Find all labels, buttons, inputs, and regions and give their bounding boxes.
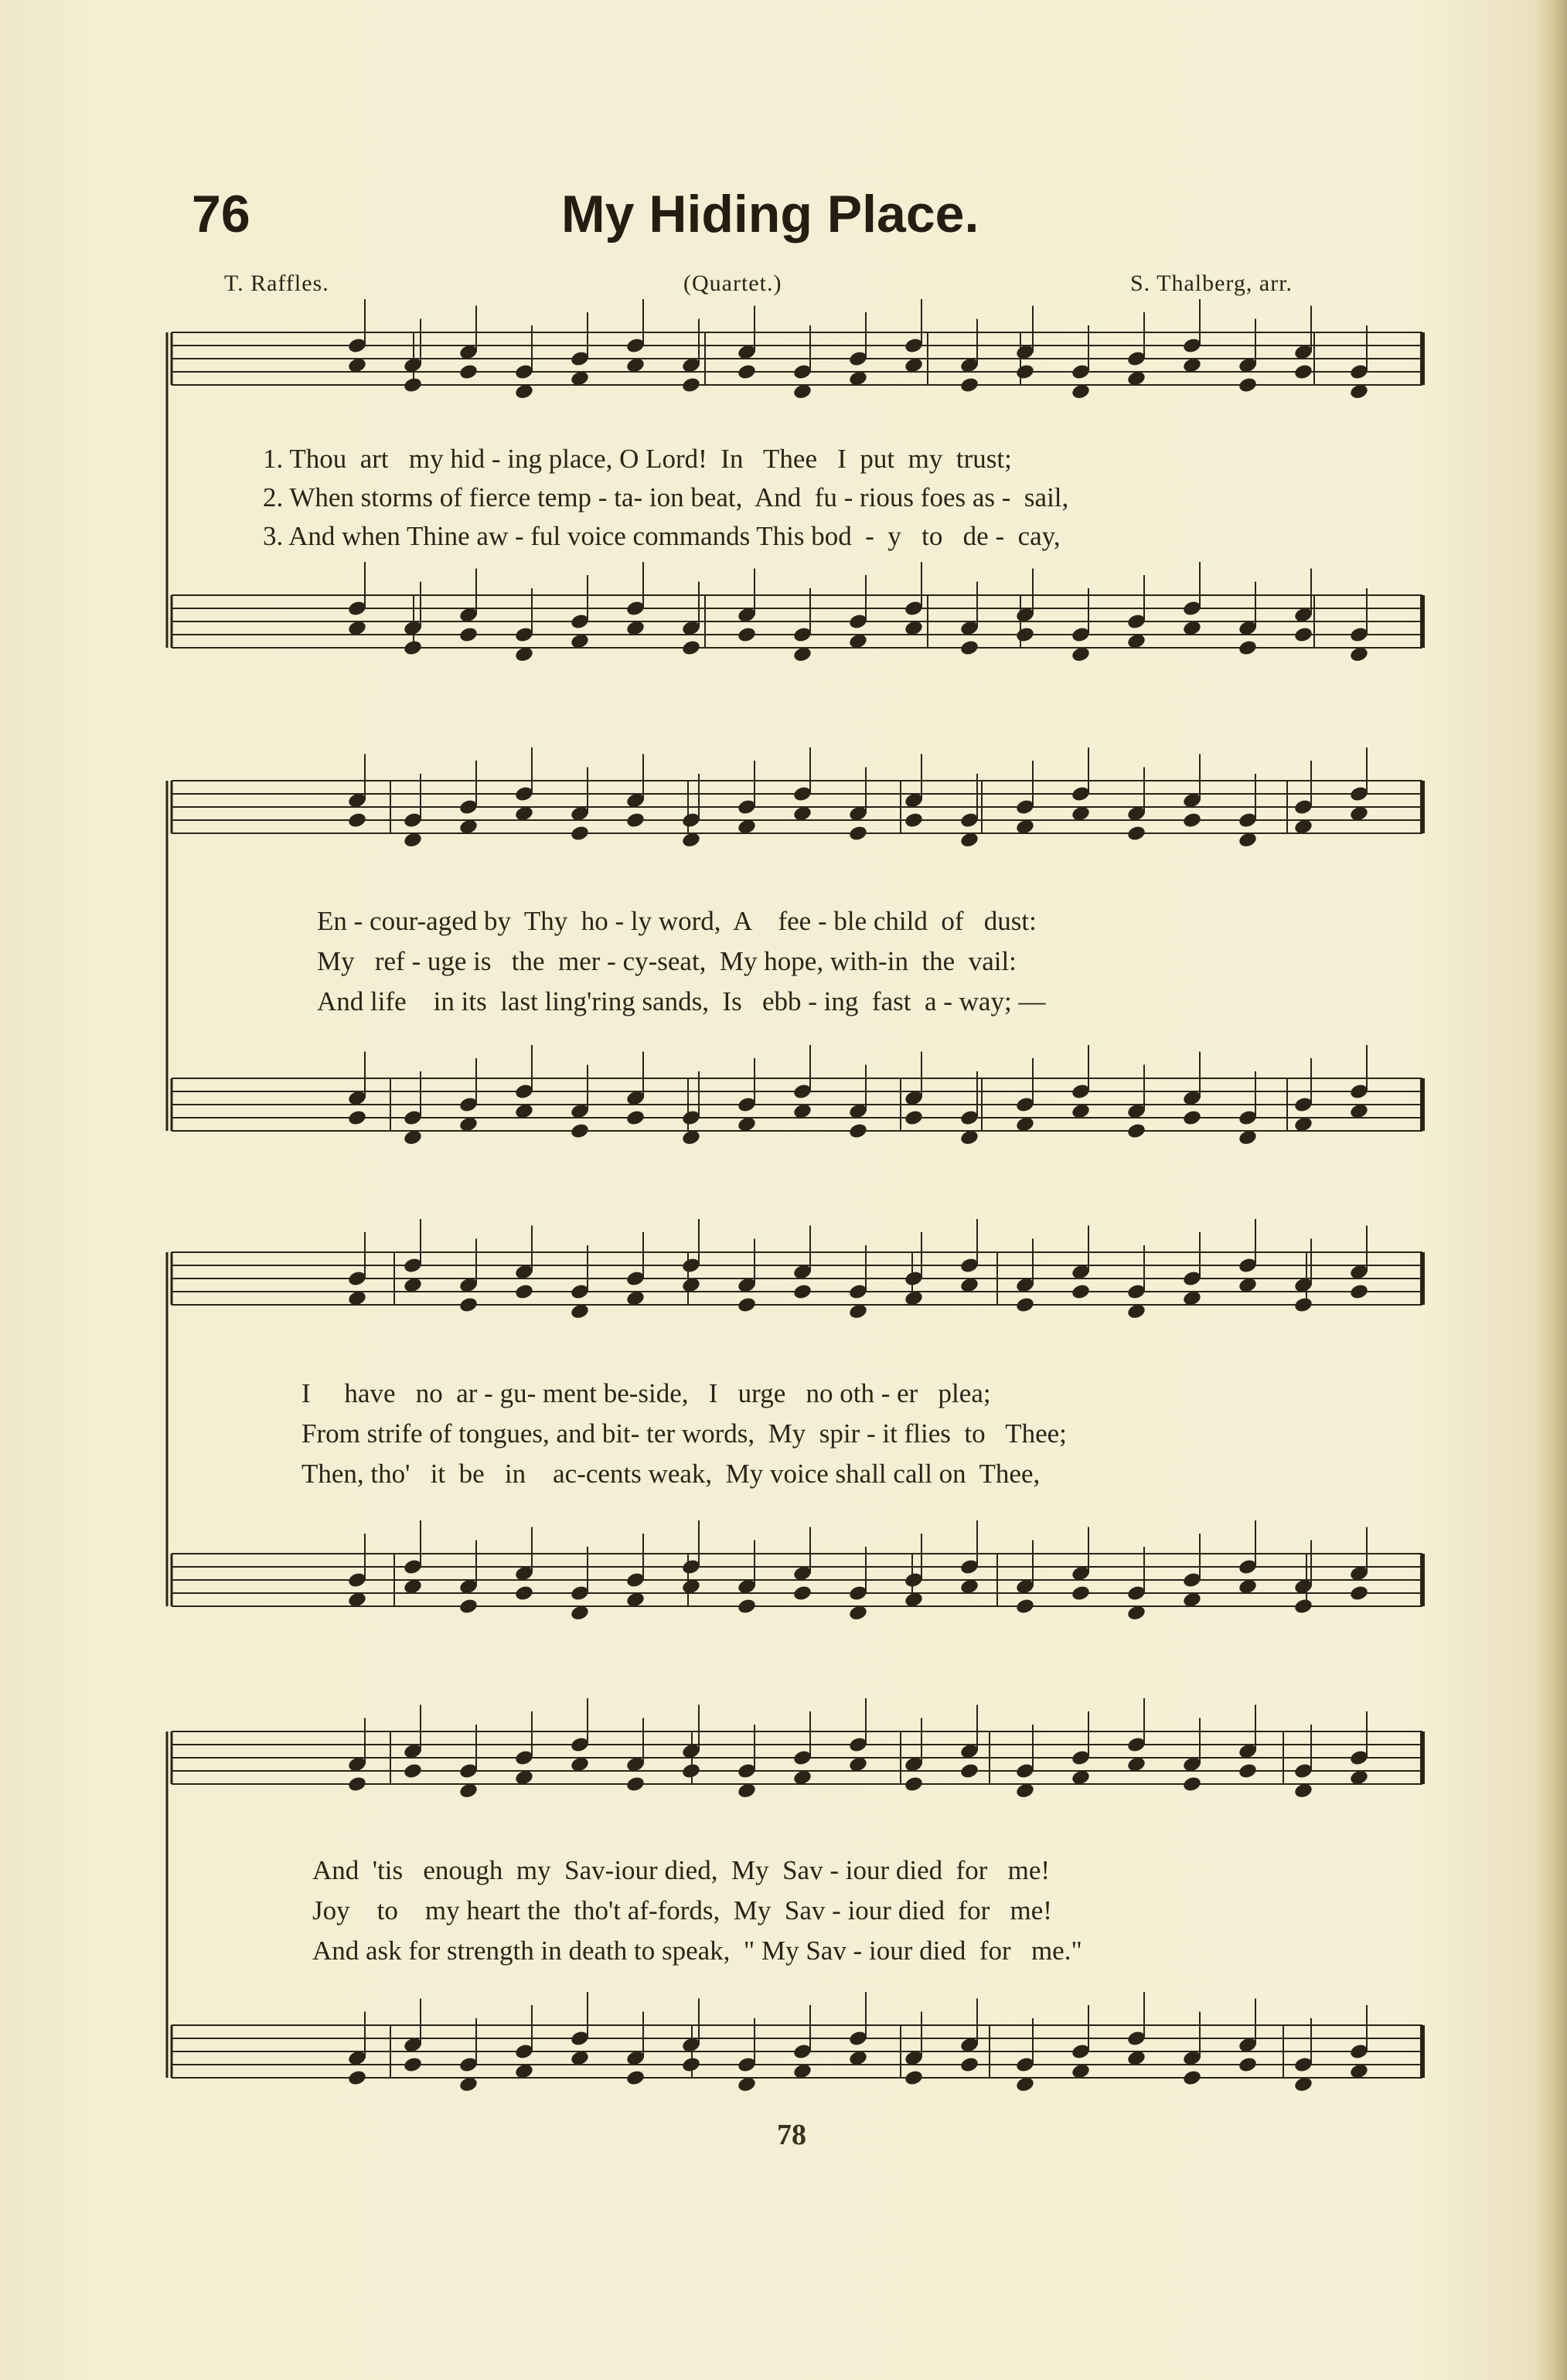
note-head — [1126, 1122, 1146, 1140]
note-head — [625, 1776, 646, 1793]
note-head — [1238, 376, 1258, 394]
note-head — [403, 376, 423, 394]
note-head — [1293, 1598, 1313, 1616]
note-head — [625, 1109, 646, 1127]
hymn-number: 76 — [192, 185, 250, 243]
note-head — [347, 1776, 367, 1793]
note-head — [458, 626, 479, 644]
lyric-verse-2-system-1: 2. When storms of fierce temp - ta- ion beat, And fu - rious foes as - sail, — [263, 482, 1069, 512]
staff-systems — [167, 299, 1422, 2078]
note-head — [959, 2056, 979, 2074]
note-head — [1293, 363, 1313, 381]
note-head — [625, 812, 646, 829]
voicing-label: (Quartet.) — [683, 271, 782, 296]
note-head — [959, 1762, 979, 1780]
note-heads — [347, 337, 1369, 2093]
note-head — [458, 1296, 479, 1314]
note-head — [403, 1762, 423, 1780]
note-head — [904, 1109, 924, 1127]
note-head — [792, 1283, 812, 1301]
note-head — [959, 376, 979, 394]
note-head — [848, 825, 868, 843]
note-head — [904, 2069, 924, 2087]
note-head — [904, 1776, 924, 1793]
note-head — [959, 639, 979, 657]
note-head — [514, 1585, 534, 1602]
note-head — [458, 1598, 479, 1616]
note-head — [848, 1122, 868, 1140]
note-head — [458, 363, 479, 381]
lyric-verse-2-system-2: My ref - uge is the mer - cy-seat, My hope, with-in the vail: — [317, 946, 1017, 976]
note-head — [403, 2056, 423, 2074]
lyric-verse-1-system-1: 1. Thou art my hid - ing place, O Lord! In Thee I put my trust; — [263, 444, 1012, 474]
note-head — [1238, 2056, 1258, 2074]
note-head — [1071, 1585, 1091, 1602]
note-head — [1015, 363, 1035, 381]
note-head — [1238, 1762, 1258, 1780]
note-head — [1182, 2069, 1202, 2087]
arranger-credit: S. Thalberg, arr. — [1130, 271, 1293, 296]
note-head — [681, 1762, 701, 1780]
note-head — [1349, 1585, 1369, 1602]
note-head — [681, 639, 701, 657]
lyric-verse-3-system-1: 3. And when Thine aw - ful voice commands This bod - y to de - cay, — [263, 521, 1061, 551]
lyric-verse-2-system-4: Joy to my heart the tho't af-fords, My Sav - iour died for me! — [312, 1895, 1052, 1925]
note-head — [737, 1598, 757, 1616]
hymn-title: My Hiding Place. — [561, 185, 979, 243]
note-head — [1182, 1109, 1202, 1127]
note-head — [403, 639, 423, 657]
note-head — [1015, 1598, 1035, 1616]
note-head — [737, 1296, 757, 1314]
note-head — [681, 2056, 701, 2074]
note-head — [570, 825, 590, 843]
note-head — [514, 1283, 534, 1301]
note-head — [792, 1585, 812, 1602]
note-head — [347, 1109, 367, 1127]
author-credit: T. Raffles. — [224, 271, 329, 296]
lyric-verse-1-system-2: En - cour-aged by Thy ho - ly word, A fee - ble child of dust: — [317, 906, 1037, 936]
lyric-verse-3-system-2: And life in its last ling'ring sands, Is ebb - ing fast a - way; — — [317, 986, 1046, 1016]
note-head — [625, 2069, 646, 2087]
note-head — [570, 1122, 590, 1140]
lyric-verse-1-system-3: I have no ar - gu- ment be-side, I urge no oth - er plea; — [301, 1378, 991, 1408]
lyric-verse-3-system-4: And ask for strength in death to speak, " My Sav - iour died for me." — [312, 1936, 1082, 1966]
note-head — [1015, 626, 1035, 644]
note-head — [1238, 639, 1258, 657]
note-head — [1182, 1776, 1202, 1793]
note-head — [1293, 1296, 1313, 1314]
lyric-verse-1-system-4: And 'tis enough my Sav-iour died, My Sav - iour died for me! — [312, 1855, 1051, 1885]
lyric-verse-3-system-3: Then, tho' it be in ac-cents weak, My voice shall call on Thee, — [301, 1459, 1041, 1489]
note-head — [1349, 1283, 1369, 1301]
note-head — [904, 812, 924, 829]
note-head — [1126, 825, 1146, 843]
note-head — [1293, 626, 1313, 644]
note-head — [737, 363, 757, 381]
note-head — [737, 626, 757, 644]
note-head — [347, 812, 367, 829]
note-head — [1182, 812, 1202, 829]
lyric-verse-2-system-3: From strife of tongues, and bit- ter words, My spir - it flies to Thee; — [301, 1418, 1067, 1449]
page-number: 78 — [777, 2119, 806, 2151]
note-head — [1015, 1296, 1035, 1314]
note-head — [1071, 1283, 1091, 1301]
note-head — [347, 2069, 367, 2087]
note-head — [681, 376, 701, 394]
